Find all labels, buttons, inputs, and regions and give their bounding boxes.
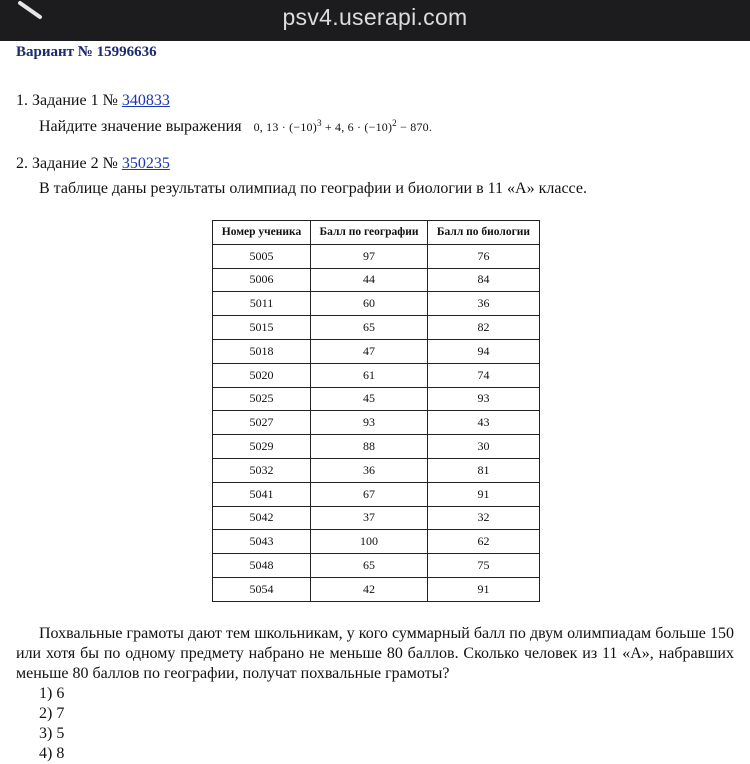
cell-student: 5032 xyxy=(213,458,311,482)
answer-option-4[interactable]: 4) 8 xyxy=(39,745,65,762)
cell-biology: 30 xyxy=(428,435,540,459)
table-row xyxy=(213,316,540,340)
table-row xyxy=(213,458,540,482)
cell-biology: 91 xyxy=(428,482,540,506)
table-row xyxy=(213,292,540,316)
formula-exp-a: 3 xyxy=(316,118,322,128)
formula-exp-b: 2 xyxy=(392,118,397,128)
cell-student: 5041 xyxy=(213,482,311,506)
cell-student: 5005 xyxy=(213,244,311,268)
cell-geography: 60 xyxy=(311,292,428,316)
task1-statement: Найдите значение выражения xyxy=(39,118,242,135)
cell-geography: 65 xyxy=(311,554,428,578)
table-row xyxy=(213,268,540,292)
table-row xyxy=(213,244,540,268)
answer-option-1[interactable]: 1) 6 xyxy=(39,685,65,702)
cell-geography: 67 xyxy=(311,482,428,506)
formula-part-a: 0, 13 · (−10) xyxy=(253,120,317,134)
header-student: Номер ученика xyxy=(213,221,311,245)
cell-student: 5048 xyxy=(213,554,311,578)
cell-geography: 37 xyxy=(311,506,428,530)
cell-student: 5015 xyxy=(213,316,311,340)
task1-title xyxy=(16,92,170,110)
table-row xyxy=(213,506,540,530)
cell-student: 5043 xyxy=(213,530,311,554)
cell-geography: 61 xyxy=(311,363,428,387)
table-row xyxy=(213,339,540,363)
cell-student: 5006 xyxy=(213,268,311,292)
answer-option-2[interactable]: 2) 7 xyxy=(39,705,65,722)
cell-geography: 47 xyxy=(311,339,428,363)
cell-biology: 36 xyxy=(428,292,540,316)
cell-biology: 81 xyxy=(428,458,540,482)
task1-formula xyxy=(254,120,432,134)
cell-geography: 88 xyxy=(311,435,428,459)
cell-student: 5042 xyxy=(213,506,311,530)
table-row xyxy=(213,577,540,601)
cell-biology: 76 xyxy=(428,244,540,268)
table-row xyxy=(213,530,540,554)
cell-student: 5020 xyxy=(213,363,311,387)
cell-biology: 32 xyxy=(428,506,540,530)
task2-title xyxy=(16,155,170,173)
formula-part-b: + 4, 6 · (−10) xyxy=(321,120,393,134)
cell-geography: 97 xyxy=(311,244,428,268)
cell-biology: 94 xyxy=(428,339,540,363)
cell-student: 5018 xyxy=(213,339,311,363)
header-geography: Балл по географии xyxy=(311,221,428,245)
cell-geography: 44 xyxy=(311,268,428,292)
task2-number: 2. xyxy=(16,155,28,172)
results-table xyxy=(212,220,540,602)
cell-biology: 82 xyxy=(428,316,540,340)
cell-geography: 100 xyxy=(311,530,428,554)
cell-student: 5011 xyxy=(213,292,311,316)
table-row xyxy=(213,554,540,578)
cell-biology: 43 xyxy=(428,411,540,435)
variant-title: Вариант № 15996636 xyxy=(16,44,157,60)
cell-student: 5027 xyxy=(213,411,311,435)
task2-question: Похвальные грамоты дают тем школьникам, у кого суммарный балл по двум олимпиадам больше 150 или хотя бы по одному предмету набрано не меньше 80 баллов. Сколько человек из 11 «А», набравших меньше 80 баллов по географии, получат похвальные грамоты? xyxy=(16,625,734,682)
table-row xyxy=(213,435,540,459)
cell-student: 5054 xyxy=(213,577,311,601)
cell-biology: 75 xyxy=(428,554,540,578)
cell-geography: 36 xyxy=(311,458,428,482)
url-text[interactable]: psv4.userapi.com xyxy=(282,4,468,30)
cell-geography: 65 xyxy=(311,316,428,340)
header-biology: Балл по биологии xyxy=(428,221,540,245)
cell-biology: 62 xyxy=(428,530,540,554)
cell-biology: 84 xyxy=(428,268,540,292)
cell-biology: 74 xyxy=(428,363,540,387)
cell-student: 5025 xyxy=(213,387,311,411)
cell-geography: 45 xyxy=(311,387,428,411)
task1-label: Задание 1 № xyxy=(32,92,118,109)
browser-address-bar xyxy=(0,0,750,41)
task2-link[interactable]: 350235 xyxy=(121,155,170,172)
cell-biology: 93 xyxy=(428,387,540,411)
task1-number: 1. xyxy=(16,92,28,109)
table-row xyxy=(213,411,540,435)
task2-label: Задание 2 № xyxy=(32,155,118,172)
cell-geography: 42 xyxy=(311,577,428,601)
answer-list xyxy=(39,684,64,764)
table-row xyxy=(213,482,540,506)
cell-student: 5029 xyxy=(213,435,311,459)
task1-text xyxy=(39,118,432,136)
table-row xyxy=(213,363,540,387)
cell-biology: 91 xyxy=(428,577,540,601)
task1-link[interactable]: 340833 xyxy=(121,92,170,109)
answer-option-3[interactable]: 3) 5 xyxy=(39,725,65,742)
table-row xyxy=(213,387,540,411)
table-header-row xyxy=(213,221,540,245)
task2-text: В таблице даны результаты олимпиад по географии и биологии в 11 «А» классе. xyxy=(39,180,587,197)
cell-geography: 93 xyxy=(311,411,428,435)
formula-part-c: − 870. xyxy=(396,120,433,134)
